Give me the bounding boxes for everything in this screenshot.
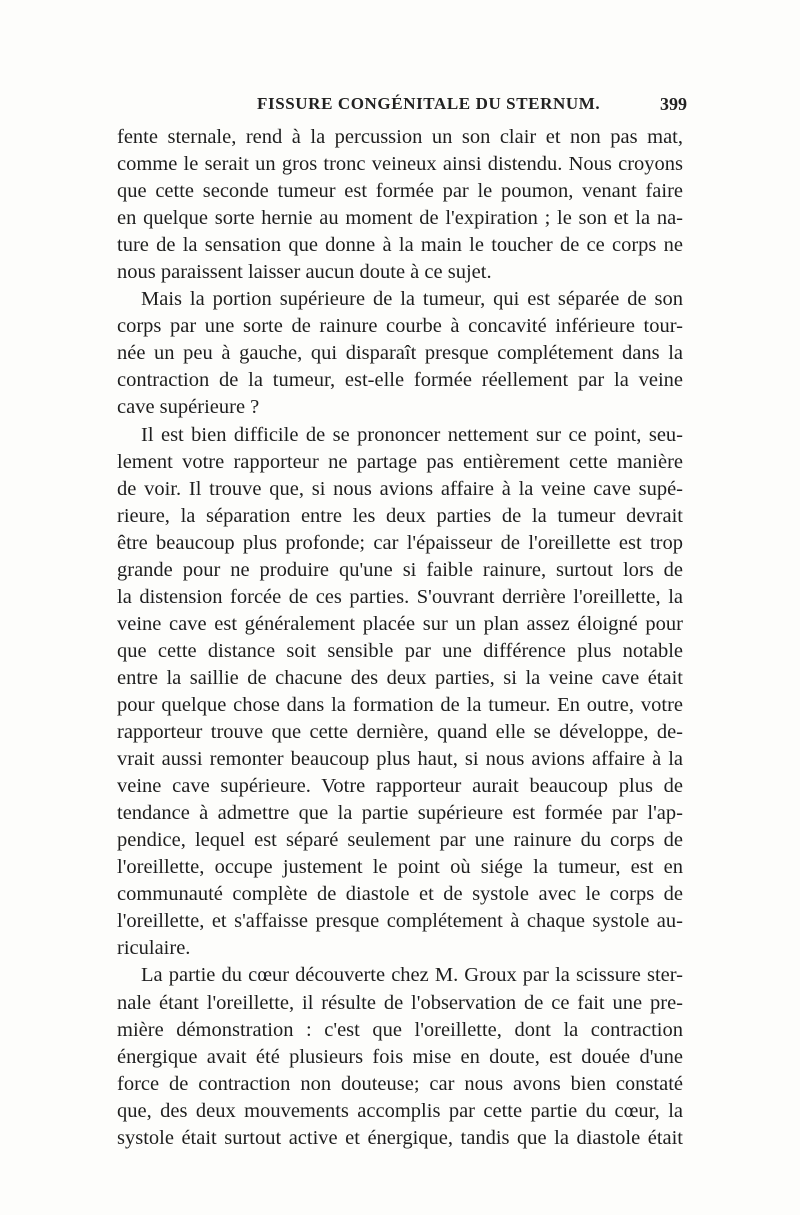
- text-line: née un peu à gauche, qui disparaît presque complétement dans la: [117, 342, 683, 365]
- text-line: être beaucoup plus profonde; car l'épaisseur de l'oreillette est trop: [117, 531, 683, 554]
- text-line: mière démonstration : c'est que l'oreillette, dont la contraction: [117, 1018, 683, 1041]
- text-line: vrait aussi remonter beaucoup plus haut, si nous avions affaire à la: [117, 748, 683, 771]
- text-line: La partie du cœur découverte chez M. Groux par la scissure ster-: [141, 964, 683, 987]
- text-line: l'oreillette, occupe justement le point où siége la tumeur, est en: [117, 856, 683, 879]
- text-line: veine cave est généralement placée sur un plan assez éloigné pour: [117, 612, 683, 635]
- text-line: lement votre rapporteur ne partage pas entièrement cette manière: [117, 450, 683, 473]
- text-line: pour quelque chose dans la formation de la tumeur. En outre, votre: [117, 693, 683, 716]
- text-line: que cette seconde tumeur est formée par le poumon, venant faire: [117, 180, 683, 203]
- text-line: veine cave supérieure. Votre rapporteur aurait beaucoup plus de: [117, 775, 683, 798]
- text-line: cave supérieure ?: [117, 396, 260, 419]
- page-header: [117, 94, 687, 124]
- running-title: FISSURE CONGÉNITALE DU STERNUM.: [257, 94, 601, 113]
- page-number: 399: [660, 94, 687, 114]
- body-text: [117, 124, 683, 1152]
- text-line: nous paraissent laisser aucun doute à ce sujet.: [117, 261, 492, 284]
- text-line: riculaire.: [117, 937, 191, 960]
- text-line: entre la saillie de chacune des deux parties, si la veine cave était: [117, 666, 683, 689]
- text-line: énergique avait été plusieurs fois mise en doute, est douée d'une: [117, 1045, 683, 1068]
- text-line: corps par une sorte de rainure courbe à concavité inférieure tour-: [117, 315, 683, 338]
- text-line: Mais la portion supérieure de la tumeur, qui est séparée de son: [141, 288, 683, 311]
- text-line: l'oreillette, et s'affaisse presque complétement à chaque systole au-: [117, 910, 683, 933]
- text-line: comme le serait un gros tronc veineux ainsi distendu. Nous croyons: [117, 153, 683, 176]
- text-line: contraction de la tumeur, est-elle formée réellement par la veine: [117, 369, 683, 392]
- text-line: grande pour ne produire qu'une si faible rainure, surtout lors de: [117, 558, 683, 581]
- text-line: force de contraction non douteuse; car nous avons bien constaté: [117, 1072, 683, 1095]
- text-line: que, des deux mouvements accomplis par cette partie du cœur, la: [117, 1099, 683, 1122]
- text-line: que cette distance soit sensible par une différence plus notable: [117, 639, 683, 662]
- text-line: Il est bien difficile de se prononcer nettement sur ce point, seu-: [141, 423, 683, 446]
- text-line: rapporteur trouve que cette dernière, quand elle se développe, de-: [117, 721, 683, 744]
- text-line: ture de la sensation que donne à la main le toucher de ce corps ne: [117, 234, 683, 257]
- text-line: nale étant l'oreillette, il résulte de l'observation de ce fait une pre-: [117, 991, 683, 1014]
- text-line: communauté complète de diastole et de systole avec le corps de: [117, 883, 683, 906]
- text-line: en quelque sorte hernie au moment de l'expiration ; le son et la na-: [117, 207, 683, 230]
- text-line: tendance à admettre que la partie supérieure est formée par l'ap-: [117, 802, 683, 825]
- text-line: de voir. Il trouve que, si nous avions affaire à la veine cave supé-: [117, 477, 683, 500]
- text-line: fente sternale, rend à la percussion un son clair et non pas mat,: [117, 126, 683, 148]
- text-line: systole était surtout active et énergique, tandis que la diastole était: [117, 1126, 683, 1149]
- text-line: pendice, lequel est séparé seulement par une rainure du corps de: [117, 829, 683, 852]
- text-line: rieure, la séparation entre les deux parties de la tumeur devrait: [117, 504, 683, 527]
- text-line: la distension forcée de ces parties. S'ouvrant derrière l'oreillette, la: [117, 585, 683, 608]
